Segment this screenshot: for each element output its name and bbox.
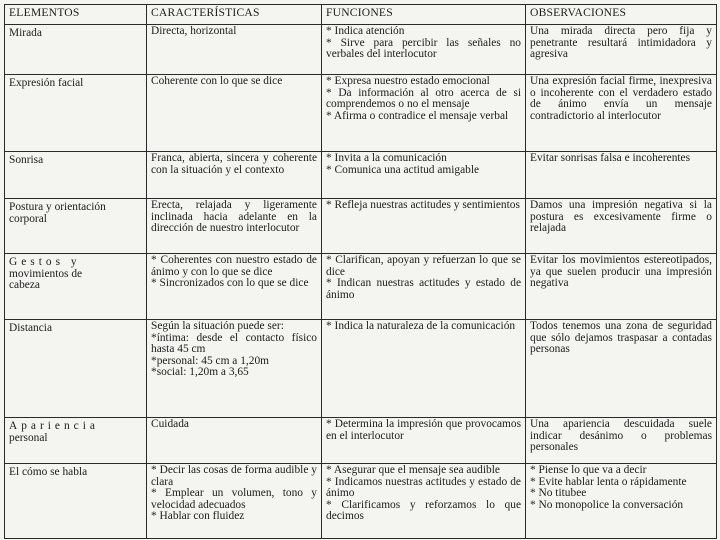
cell-text: * Indica la naturaleza de la comunicación xyxy=(326,320,516,332)
features-cell xyxy=(147,25,322,75)
table-row xyxy=(5,25,717,75)
cell-text: * Sirve para percibir las señales no verbales del interlocutor xyxy=(326,36,521,60)
functions-cell xyxy=(322,152,526,199)
cell-text: Evitar sonrisas falsa e incoherentes xyxy=(530,152,691,164)
functions-cell xyxy=(322,418,526,464)
features-cell xyxy=(147,152,322,199)
cell-text: Según la situación puede ser: xyxy=(151,320,284,332)
cell-text: Cuidada xyxy=(151,418,189,430)
cell-text: *social: 1,20m a 3,65 xyxy=(151,366,249,378)
table-row xyxy=(5,75,717,152)
cell-text: * No monopolice la conversación xyxy=(530,498,684,511)
cell-text: Franca, abierta, sincera y coherente con la situación y el contexto xyxy=(151,152,317,176)
cell-text: * Determina la impresión que provocamos en el interlocutor xyxy=(326,418,521,442)
functions-cell xyxy=(322,320,526,418)
cell-text: Una mirada directa pero fija y penetrante resultará intimidadora y agresiva xyxy=(530,25,712,60)
cell-text: *íntima: desde el contacto físico hasta 45 cm xyxy=(151,331,317,355)
cell-text: * Indicamos nuestras actitudes y estado de ánimo xyxy=(326,475,521,499)
features-cell xyxy=(147,75,322,152)
header-row xyxy=(5,5,717,25)
functions-cell xyxy=(322,254,526,320)
cell-text: * Piense lo que va a decir xyxy=(530,464,647,476)
functions-cell xyxy=(322,25,526,75)
cell-text: Erecta, relajada y ligeramente inclinada hacia adelante en la dirección de nuestro interlocutor xyxy=(151,199,317,234)
cell-text: Damos una impresión negativa si la postura es excesivamente firme o relajada xyxy=(530,199,712,234)
cell-text: *personal: 45 cm a 1,20m xyxy=(151,354,269,367)
cell-text: Directa, horizontal xyxy=(151,25,237,37)
cell-text: Una expresión facial firme, inexpresiva o incoherente con el verdadero estado de ánimo envía un mensaje contradictorio al interlocutor xyxy=(530,75,712,122)
element-cell xyxy=(5,199,147,254)
features-cell xyxy=(147,320,322,418)
header-elementos: ELEMENTOS xyxy=(5,5,147,25)
observations-cell xyxy=(526,25,717,75)
cell-text: Distancia xyxy=(9,322,53,334)
features-cell xyxy=(147,199,322,254)
cell-text: Mirada xyxy=(9,27,42,39)
element-cell xyxy=(5,75,147,152)
cell-text: * Refleja nuestras actitudes y sentimientos xyxy=(326,199,520,211)
observations-cell xyxy=(526,254,717,320)
observations-cell xyxy=(526,152,717,199)
communication-elements-table xyxy=(4,4,717,539)
element-cell xyxy=(5,464,147,539)
cell-text: * Coherentes con nuestro estado de ánimo y con lo que se dice xyxy=(151,254,317,278)
cell-text: Una apariencia descuidada suele indicar desánimo o problemas personales xyxy=(530,418,712,453)
features-cell xyxy=(147,418,322,464)
table-row xyxy=(5,199,717,254)
functions-cell xyxy=(322,199,526,254)
cell-text: * Comunica una actitud amigable xyxy=(326,163,480,176)
features-cell xyxy=(147,464,322,539)
cell-text: cabeza xyxy=(9,279,40,291)
header-funciones: FUNCIONES xyxy=(322,5,526,25)
table-row xyxy=(5,152,717,199)
observations-cell xyxy=(526,464,717,539)
table-row xyxy=(5,320,717,418)
cell-text: * Afirma o contradice el mensaje verbal xyxy=(326,109,509,122)
observations-cell xyxy=(526,75,717,152)
header-caracteristicas: CARACTERÍSTICAS xyxy=(147,5,322,25)
cell-text: * Expresa nuestro estado emocional xyxy=(326,75,490,87)
cell-text: Expresión facial xyxy=(9,77,84,89)
cell-text: personal xyxy=(9,431,48,444)
cell-text: * Da información al otro acerca de si comprendemos o no el mensaje xyxy=(326,86,521,110)
header-observaciones: OBSERVACIONES xyxy=(526,5,717,25)
element-cell xyxy=(5,418,147,464)
cell-text: Sonrisa xyxy=(9,154,44,166)
table-row xyxy=(5,418,717,464)
cell-text: * Decir las cosas de forma audible y clara xyxy=(151,464,317,488)
cell-text: Coherente con lo que se dice xyxy=(151,75,283,87)
document-page xyxy=(4,4,716,538)
functions-cell xyxy=(322,75,526,152)
cell-text: * Hablar con fluidez xyxy=(151,510,245,522)
cell-text: * Sincronizados con lo que se dice xyxy=(151,277,309,289)
cell-text: Apariencia xyxy=(9,420,99,432)
cell-text: * Evite hablar lenta o rápidamente xyxy=(530,475,687,488)
cell-text: movimientos de xyxy=(9,267,83,280)
cell-text: Todos tenemos una zona de seguridad que sólo dejamos traspasar a contadas personas xyxy=(530,320,712,355)
cell-text: * Indica atención xyxy=(326,25,405,37)
cell-text: El cómo se habla xyxy=(9,466,88,478)
cell-text: * No titubee xyxy=(530,487,587,499)
element-cell xyxy=(5,254,147,320)
cell-text: * Indican nuestras actitudes y estado de ánimo xyxy=(326,277,521,301)
cell-text: * Emplear un volumen, tono y velocidad adecuados xyxy=(151,487,317,511)
observations-cell xyxy=(526,418,717,464)
cell-text: Gestos y xyxy=(9,256,81,268)
cell-text: * Asegurar que el mensaje sea audible xyxy=(326,464,500,476)
cell-text: * Invita a la comunicación xyxy=(326,152,447,164)
cell-text: * Clarifican, apoyan y refuerzan lo que se dice xyxy=(326,254,521,278)
cell-text: * Clarificamos y reforzamos lo que decimos xyxy=(326,498,521,522)
features-cell xyxy=(147,254,322,320)
observations-cell xyxy=(526,320,717,418)
cell-text: Evitar los movimientos estereotipados, ya que suelen producir una impresión negativa xyxy=(530,254,712,289)
table-row xyxy=(5,464,717,539)
functions-cell xyxy=(322,464,526,539)
element-cell xyxy=(5,152,147,199)
element-cell xyxy=(5,320,147,418)
table-row xyxy=(5,254,717,320)
observations-cell xyxy=(526,199,717,254)
element-cell xyxy=(5,25,147,75)
cell-text: Postura y orientación corporal xyxy=(9,201,106,225)
